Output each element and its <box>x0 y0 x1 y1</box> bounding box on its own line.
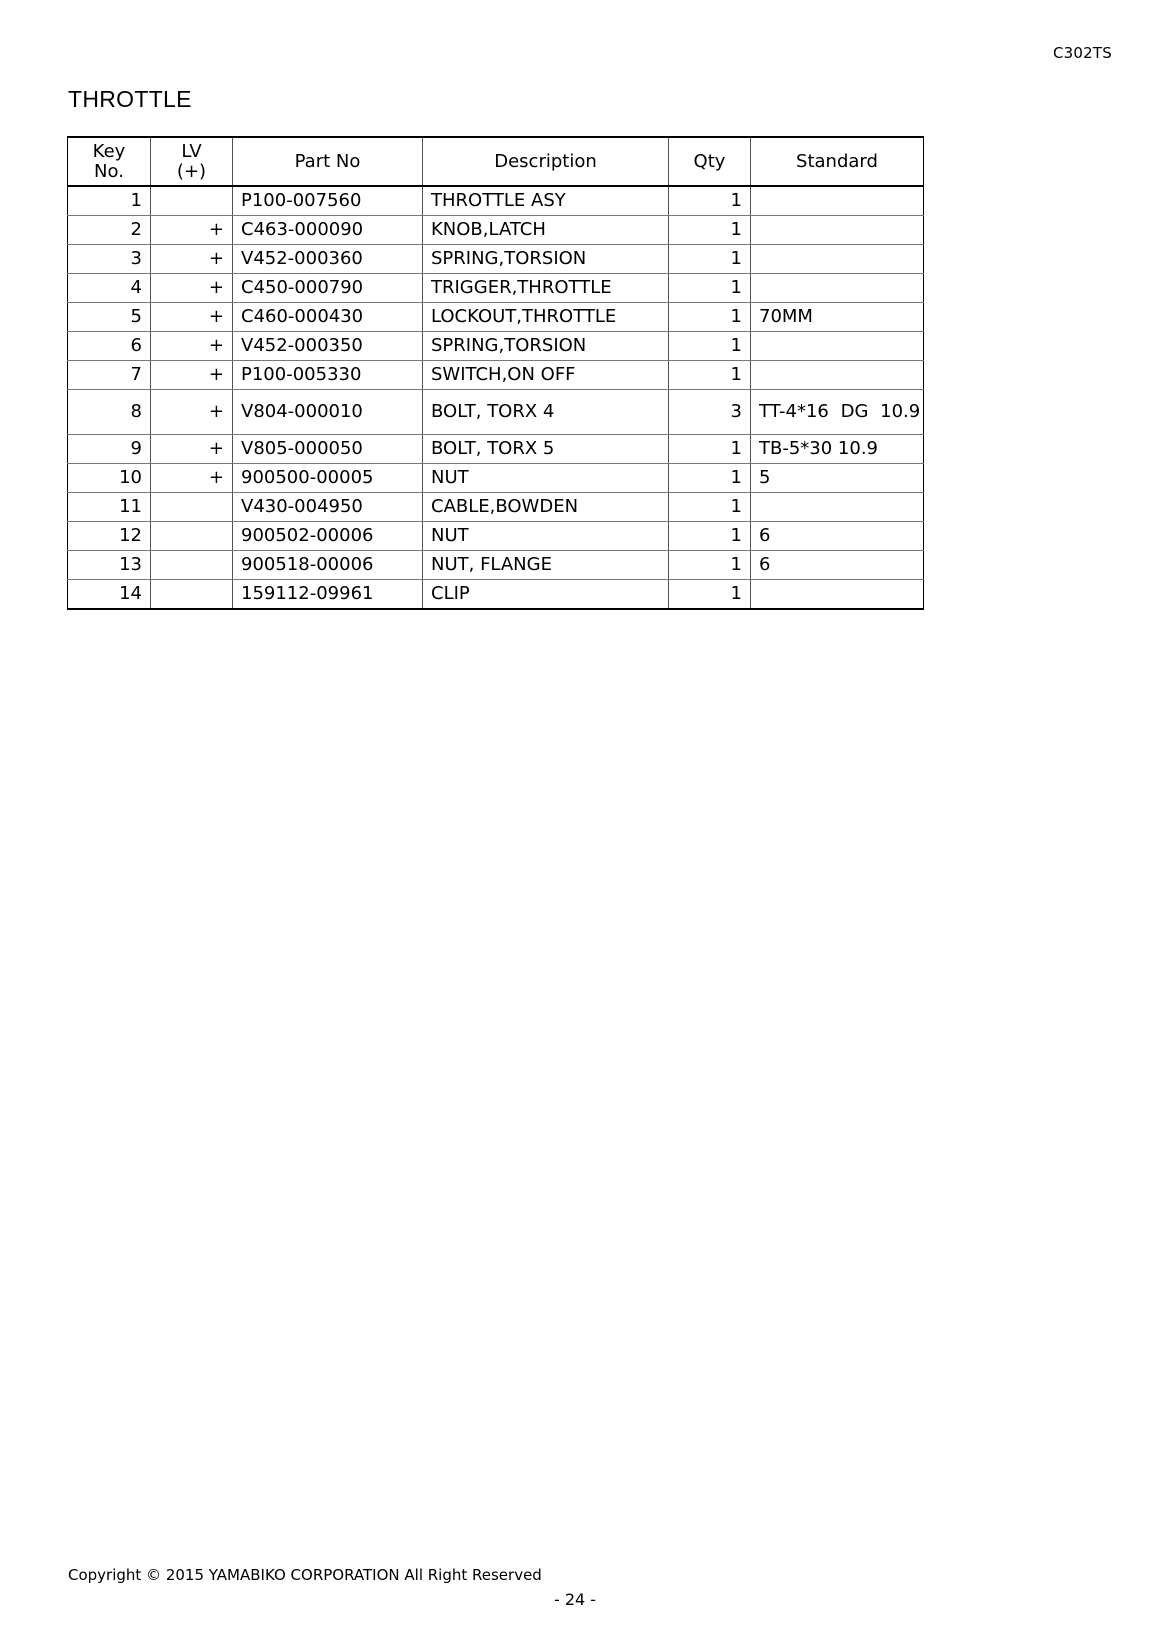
cell-qty: 1 <box>669 464 751 493</box>
cell-description: NUT <box>423 464 669 493</box>
table-row <box>68 435 924 464</box>
table-row <box>68 522 924 551</box>
cell-description: NUT <box>423 522 669 551</box>
page-number: - 24 - <box>553 1590 597 1609</box>
cell-description: BOLT, TORX 4 <box>423 390 669 435</box>
cell-qty: 1 <box>669 216 751 245</box>
table-body <box>68 186 924 609</box>
cell-key-no: 14 <box>68 580 151 610</box>
cell-part-no: 900518-00006 <box>233 551 423 580</box>
table-row <box>68 186 924 216</box>
cell-lv: + <box>151 216 233 245</box>
cell-part-no: V452-000360 <box>233 245 423 274</box>
table-row <box>68 493 924 522</box>
cell-part-no: V452-000350 <box>233 332 423 361</box>
cell-standard: 5 <box>751 464 924 493</box>
cell-key-no: 5 <box>68 303 151 332</box>
cell-lv: + <box>151 390 233 435</box>
copyright-notice: Copyright © 2015 YAMABIKO CORPORATION All Right Reserved <box>68 1566 542 1584</box>
cell-lv <box>151 580 233 610</box>
cell-description: BOLT, TORX 5 <box>423 435 669 464</box>
table-row <box>68 390 924 435</box>
cell-qty: 1 <box>669 493 751 522</box>
cell-qty: 3 <box>669 390 751 435</box>
parts-table <box>67 136 924 610</box>
cell-lv: + <box>151 245 233 274</box>
column-header-lv-line2: (+) <box>176 160 207 182</box>
section-title: THROTTLE <box>68 86 192 112</box>
column-header-description: Description <box>423 137 669 186</box>
column-header-lv <box>151 137 233 186</box>
table-header-row <box>68 137 924 186</box>
cell-part-no: 159112-09961 <box>233 580 423 610</box>
cell-key-no: 2 <box>68 216 151 245</box>
cell-key-no: 10 <box>68 464 151 493</box>
cell-description: CABLE,BOWDEN <box>423 493 669 522</box>
cell-description: SPRING,TORSION <box>423 245 669 274</box>
column-header-lv-line1: LV <box>181 140 202 162</box>
table-row <box>68 332 924 361</box>
cell-description: TRIGGER,THROTTLE <box>423 274 669 303</box>
cell-standard <box>751 493 924 522</box>
column-header-key-line2: No. <box>94 160 124 182</box>
table-row <box>68 303 924 332</box>
cell-key-no: 8 <box>68 390 151 435</box>
cell-key-no: 13 <box>68 551 151 580</box>
cell-description: CLIP <box>423 580 669 610</box>
cell-qty: 1 <box>669 551 751 580</box>
cell-key-no: 6 <box>68 332 151 361</box>
cell-lv: + <box>151 303 233 332</box>
cell-qty: 1 <box>669 332 751 361</box>
cell-standard <box>751 216 924 245</box>
cell-part-no: C450-000790 <box>233 274 423 303</box>
cell-part-no: C460-000430 <box>233 303 423 332</box>
cell-standard: 6 <box>751 551 924 580</box>
cell-lv: + <box>151 464 233 493</box>
cell-standard <box>751 332 924 361</box>
cell-standard: 70MM <box>751 303 924 332</box>
cell-part-no: V430-004950 <box>233 493 423 522</box>
table-row <box>68 580 924 610</box>
column-header-qty: Qty <box>669 137 751 186</box>
cell-lv: + <box>151 274 233 303</box>
cell-lv: + <box>151 435 233 464</box>
cell-lv <box>151 493 233 522</box>
column-header-key-no <box>68 137 151 186</box>
cell-lv: + <box>151 332 233 361</box>
cell-lv <box>151 551 233 580</box>
cell-qty: 1 <box>669 580 751 610</box>
cell-qty: 1 <box>669 522 751 551</box>
cell-description: SWITCH,ON OFF <box>423 361 669 390</box>
cell-key-no: 9 <box>68 435 151 464</box>
cell-key-no: 11 <box>68 493 151 522</box>
cell-qty: 1 <box>669 435 751 464</box>
cell-standard <box>751 245 924 274</box>
cell-key-no: 3 <box>68 245 151 274</box>
cell-qty: 1 <box>669 361 751 390</box>
table-row <box>68 274 924 303</box>
cell-standard <box>751 274 924 303</box>
cell-key-no: 7 <box>68 361 151 390</box>
model-code: C302TS <box>1053 44 1112 62</box>
cell-part-no: V805-000050 <box>233 435 423 464</box>
cell-qty: 1 <box>669 274 751 303</box>
cell-key-no: 12 <box>68 522 151 551</box>
table-row <box>68 551 924 580</box>
table-row <box>68 464 924 493</box>
cell-part-no: 900502-00006 <box>233 522 423 551</box>
cell-part-no: C463-000090 <box>233 216 423 245</box>
cell-lv <box>151 522 233 551</box>
cell-qty: 1 <box>669 303 751 332</box>
cell-lv <box>151 186 233 216</box>
cell-part-no: P100-005330 <box>233 361 423 390</box>
cell-standard: 6 <box>751 522 924 551</box>
cell-lv: + <box>151 361 233 390</box>
cell-standard: TB-5*30 10.9 <box>751 435 924 464</box>
cell-part-no: 900500-00005 <box>233 464 423 493</box>
cell-key-no: 4 <box>68 274 151 303</box>
table-row <box>68 216 924 245</box>
cell-description: THROTTLE ASY <box>423 186 669 216</box>
column-header-standard: Standard <box>751 137 924 186</box>
cell-key-no: 1 <box>68 186 151 216</box>
cell-description: KNOB,LATCH <box>423 216 669 245</box>
cell-description: LOCKOUT,THROTTLE <box>423 303 669 332</box>
table-row <box>68 361 924 390</box>
cell-description: NUT, FLANGE <box>423 551 669 580</box>
cell-standard: TT-4*16 DG 10.9 <box>751 390 924 435</box>
cell-description: SPRING,TORSION <box>423 332 669 361</box>
table-row <box>68 245 924 274</box>
cell-qty: 1 <box>669 245 751 274</box>
cell-standard <box>751 186 924 216</box>
cell-standard <box>751 361 924 390</box>
column-header-part-no: Part No <box>233 137 423 186</box>
cell-qty: 1 <box>669 186 751 216</box>
cell-standard <box>751 580 924 610</box>
column-header-key-line1: Key <box>92 140 126 162</box>
cell-part-no: P100-007560 <box>233 186 423 216</box>
cell-part-no: V804-000010 <box>233 390 423 435</box>
